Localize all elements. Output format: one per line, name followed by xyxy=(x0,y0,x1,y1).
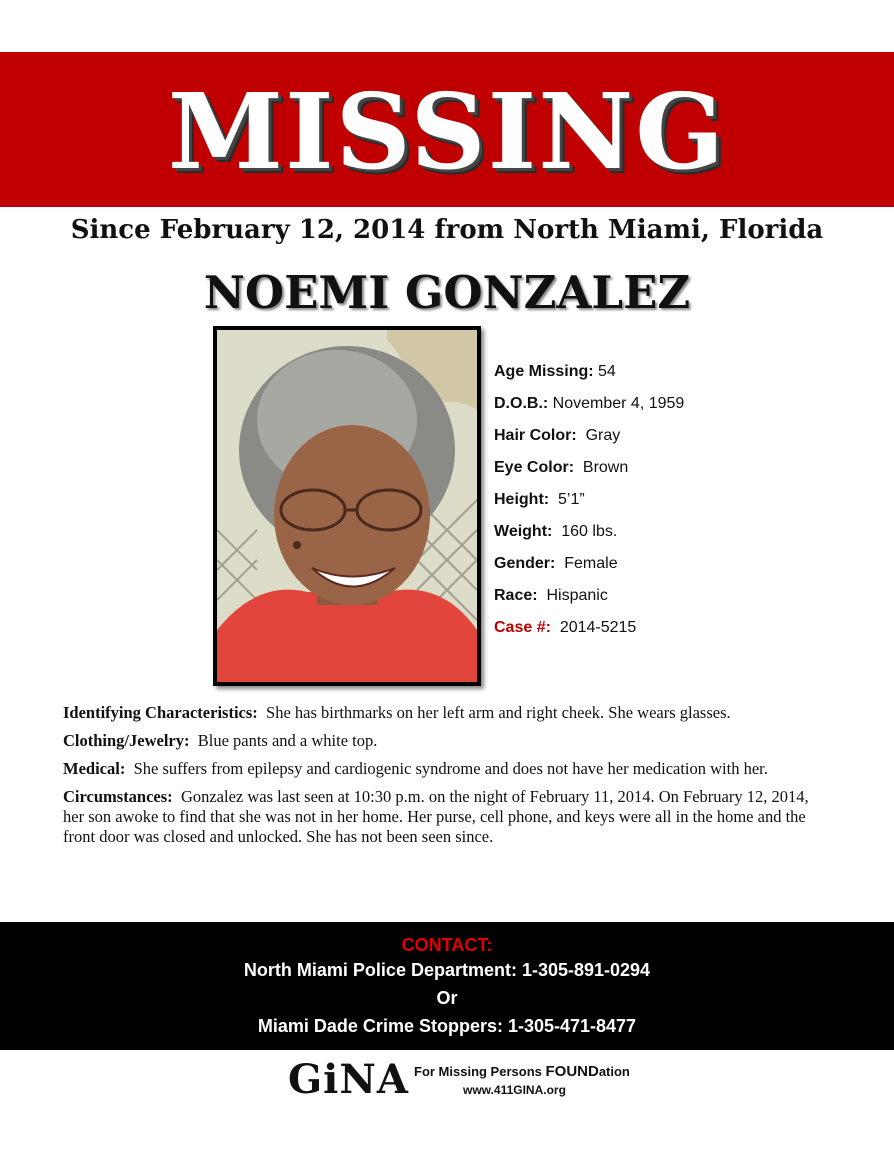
detail-circumstances xyxy=(63,787,833,847)
missing-title: MISSING xyxy=(167,70,727,193)
detail-clothing xyxy=(63,731,833,751)
fact-label: Hair Color: xyxy=(494,427,577,444)
fact-label: Case #: xyxy=(494,619,551,636)
fact-label: D.O.B.: xyxy=(494,395,549,412)
fact-value: Female xyxy=(564,555,618,572)
fact-weight xyxy=(494,516,874,548)
fact-height xyxy=(494,484,874,516)
fact-label: Weight: xyxy=(494,523,553,540)
fact-dob xyxy=(494,388,874,420)
fact-value: Gray xyxy=(585,427,621,444)
person-photo xyxy=(213,326,481,686)
fact-label: Height: xyxy=(494,491,550,508)
contact-crime-stoppers: Miami Dade Crime Stoppers: 1-305-471-8477 xyxy=(257,1016,637,1036)
fact-value: Hispanic xyxy=(546,587,608,604)
detail-label: Clothing/Jewelry: xyxy=(63,731,190,750)
detail-text: Gonzalez was last seen at 10:30 p.m. on the night of February 11, 2014. On February 12, 2014, her son awoke to find that she was not in her home. Her purse, cell phone, and keys were all in the home and the front door was closed and unlocked. She has not been seen since. xyxy=(63,787,809,846)
tagline-pre: For Missing Persons xyxy=(414,1064,546,1079)
fact-label: Age Missing: xyxy=(494,363,594,380)
gina-logo: GiNA xyxy=(288,1056,409,1103)
person-name: NOEMI GONZALEZ xyxy=(203,266,691,319)
fact-case-number xyxy=(494,612,874,644)
fact-race xyxy=(494,580,874,612)
fact-value: 160 lbs. xyxy=(561,523,618,540)
detail-text: Blue pants and a white top. xyxy=(197,731,378,750)
contact-title: CONTACT: xyxy=(401,935,493,955)
tagline-found: FOUND xyxy=(545,1063,599,1080)
contact-north-miami-police: North Miami Police Department: 1-305-891-0294 xyxy=(243,960,651,980)
fact-eye-color xyxy=(494,452,874,484)
gina-tagline xyxy=(414,1064,630,1080)
fact-gender xyxy=(494,548,874,580)
detail-label: Circumstances: xyxy=(63,787,173,806)
detail-text: She has birthmarks on her left arm and right cheek. She wears glasses. xyxy=(266,703,731,722)
gina-website-link[interactable]: www.411GINA.org xyxy=(463,1083,566,1097)
details-section xyxy=(63,703,833,855)
fact-hair-color xyxy=(494,420,874,452)
fact-value: November 4, 1959 xyxy=(552,395,685,412)
facts-list xyxy=(494,356,874,644)
detail-label: Identifying Characteristics: xyxy=(63,703,258,722)
fact-label: Gender: xyxy=(494,555,556,572)
tagline-post: ation xyxy=(598,1064,630,1079)
contact-band xyxy=(0,922,894,1050)
fact-age-missing xyxy=(494,356,874,388)
fact-label: Eye Color: xyxy=(494,459,575,476)
fact-value: 5’1” xyxy=(558,491,585,508)
fact-value: Brown xyxy=(582,459,629,476)
detail-label: Medical: xyxy=(63,759,126,778)
fact-value: 2014-5215 xyxy=(559,619,637,636)
gina-footer xyxy=(288,1058,648,1108)
fact-value: 54 xyxy=(598,363,616,380)
detail-identifying xyxy=(63,703,833,723)
detail-text: She suffers from epilepsy and cardiogenic syndrome and does not have her medication with her. xyxy=(133,759,768,778)
fact-label: Race: xyxy=(494,587,538,604)
contact-or: Or xyxy=(436,988,458,1008)
portrait-illustration xyxy=(217,330,477,682)
missing-since-line: Since February 12, 2014 from North Miami, Florida xyxy=(70,215,824,245)
detail-medical xyxy=(63,759,833,779)
